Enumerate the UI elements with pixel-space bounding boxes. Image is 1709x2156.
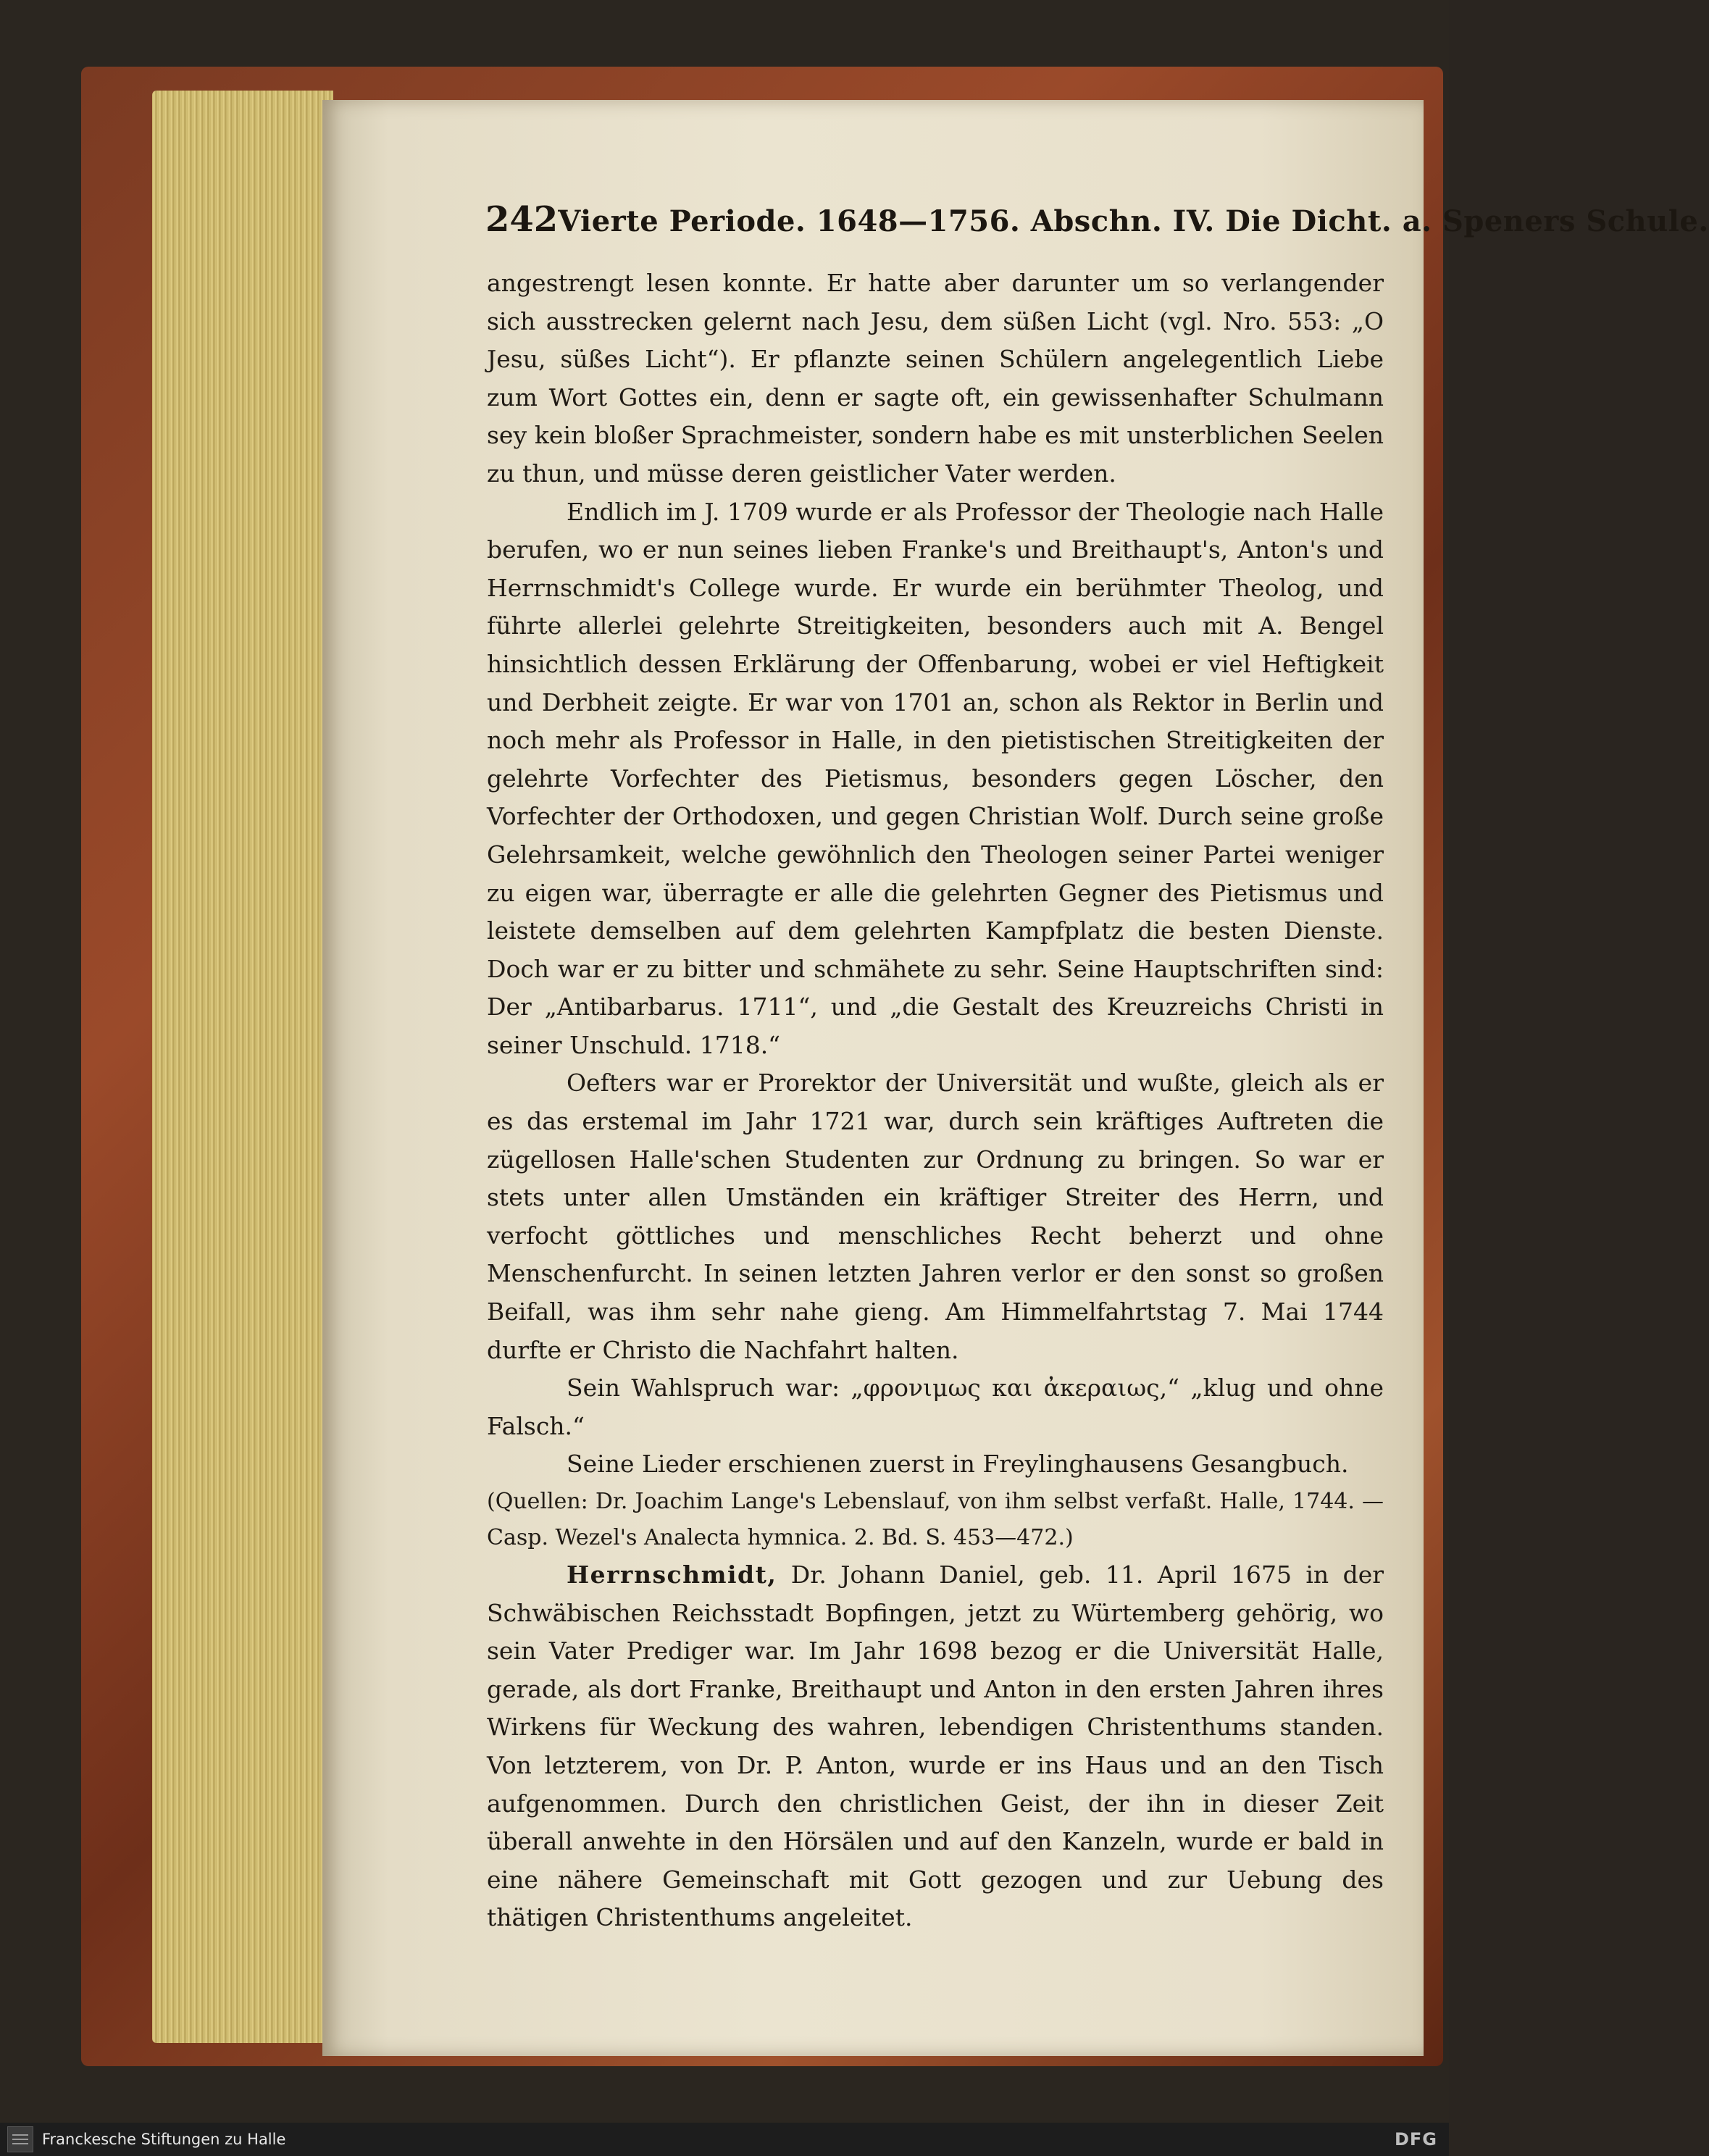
paragraph-text: (Quellen: Dr. Joachim Lange's Lebenslauf, von ihm selbst verfaßt. Halle, 1744. — Casp. Wezel's Analecta hymnica. 2. Bd. S. 453—472.) — [487, 1489, 1384, 1550]
paragraph — [487, 1064, 1384, 1369]
library-logo-icon — [7, 2126, 33, 2152]
paragraph-text: Seine Lieder erschienen zuerst in Freylinghausens Gesangbuch. — [567, 1450, 1349, 1479]
paragraph-text: angestrengt lesen konnte. Er hatte aber darunter um so verlangender sich ausstrecken gelernt nach Jesu, dem süßen Licht (vgl. Nro. 553: „O Jesu, süßes Licht“). Er pflanzte seinen Schülern angelegentlich Liebe zum Wort Gottes ein, denn er sagte oft, ein gewissenhafter Schulmann sey kein bloßer Sprachmeister, sondern habe es mit unsterblichen Seelen zu thun, und müsse deren geistlicher Vater werden. — [487, 269, 1384, 488]
dfg-logo: DFG — [1394, 2129, 1437, 2149]
paragraph-text: Sein Wahlspruch war: „φρονιμως και ἀκεραιως,“ „klug und ohne Falsch.“ — [487, 1374, 1384, 1440]
paragraph-text: Endlich im J. 1709 wurde er als Professor der Theologie nach Halle berufen, wo er nun seines lieben Franke's und Breithaupt's, Anton's und Herrnschmidt's College wurde. Er wurde ein berühmter Theolog, und führte allerlei gelehrte Streitigkeiten, besonders auch mit A. Bengel hinsichtlich dessen Erklärung der Offenbarung, wobei er viel Heftigkeit und Derbheit zeigte. Er war von 1701 an, schon als Rektor in Berlin und noch mehr als Professor in Halle, in den pietistischen Streitigkeiten der gelehrte Vorfechter des Pietismus, besonders gegen Löscher, den Vorfechter der Orthodoxen, und gegen Christian Wolf. Durch seine große Gelehrsamkeit, welche gewöhnlich den Theologen seiner Partei weniger zu eigen war, überragte er alle die gelehrten Gegner des Pietismus und leistete demselben auf dem gelehrten Kampfplatz die besten Dienste. Doch war er zu bitter und schmähete zu sehr. Seine Hauptschriften sind: Der „Antibarbarus. 1711“, und „die Gestalt des Kreuzreichs Christi in seiner Unschuld. 1718.“ — [487, 497, 1384, 1059]
entry-name: Herrnschmidt, — [567, 1560, 777, 1589]
page-number: 242 — [485, 199, 559, 240]
library-name: Franckesche Stiftungen zu Halle — [42, 2131, 286, 2148]
page-header — [485, 199, 1709, 246]
viewer-footer — [0, 2123, 1449, 2156]
paragraph — [487, 1484, 1384, 1556]
paragraph-text: Oefters war er Prorektor der Universität und wußte, gleich als er es das erstemal im Jahr 1721 war, durch sein kräftiges Auftreten die zügellosen Halle'schen Studenten zur Ordnung zu bringen. So war er stets unter allen Umständen ein kräftiger Streiter des Herrn, und verfocht göttliches und menschliches Recht beherzt und ohne Menschenfurcht. In seinen letzten Jahren verlor er den sonst so großen Beifall, was ihm sehr nahe gieng. Am Himmelfahrtstag 7. Mai 1744 durfte er Christo die Nachfahrt halten. — [487, 1069, 1384, 1364]
running-head: Vierte Periode. 1648—1756. Abschn. IV. Die Dicht. a. Speners Schule. — [558, 204, 1709, 238]
page-edges — [152, 91, 333, 2043]
paragraph — [487, 1445, 1384, 1484]
paragraph — [487, 1556, 1384, 1937]
paragraph — [487, 493, 1384, 1065]
paragraph — [487, 1369, 1384, 1445]
text-body — [487, 264, 1384, 1937]
paragraph-text: Dr. Johann Daniel, geb. 11. April 1675 in der Schwäbischen Reichsstadt Bopfingen, jetzt zu Würtemberg gehörig, wo sein Vater Prediger war. Im Jahr 1698 bezog er die Universität Halle, gerade, als dort Franke, Breithaupt und Anton in den ersten Jahren ihres Wirkens für Weckung des wahren, lebendigen Christenthums standen. Von letzterem, von Dr. P. Anton, wurde er ins Haus und an den Tisch aufgenommen. Durch den christlichen Geist, der ihn in dieser Zeit überall anwehte in den Hörsälen und auf den Kanzeln, wurde er bald in eine nähere Gemeinschaft mit Gott gezogen und zur Uebung des thätigen Christenthums angeleitet. — [487, 1560, 1384, 1932]
paragraph — [487, 264, 1384, 493]
footer-left — [7, 2126, 285, 2152]
